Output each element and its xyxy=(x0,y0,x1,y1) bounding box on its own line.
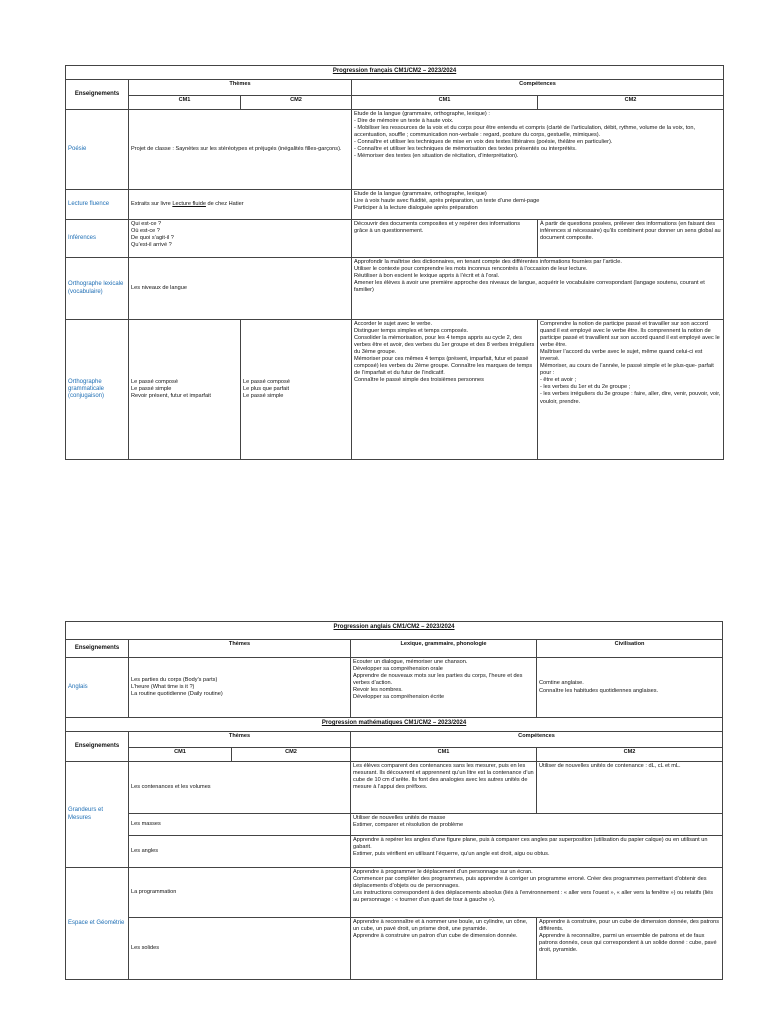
anglais-title: Progression anglais CM1/CM2 – 2023/2024 xyxy=(66,622,723,640)
label-anglais: Anglais xyxy=(66,658,129,718)
comp-line: Apprendre à programmer le déplacement d’un personnage sur un écran. xyxy=(353,868,533,875)
comp-line: - être et avoir ; xyxy=(540,377,577,384)
comp-inferences-cm1: Découvrir des documents composites et y repérer des informations grâce à un questionnement. xyxy=(352,220,538,258)
theme-lecture-post: de chez Hatier xyxy=(205,200,244,207)
maths-table xyxy=(65,717,723,980)
theme-line: Le passé composé xyxy=(131,378,178,385)
header-comp-cm2: CM2 xyxy=(538,96,724,110)
comp-ortho-gram-cm2 xyxy=(538,320,724,460)
row-solides xyxy=(66,918,723,980)
row-masses xyxy=(66,814,723,836)
theme-anglais xyxy=(129,658,351,718)
comp-line: Amener les élèves à avoir une première approche des niveaux de langue, acquérir le vocabulaire correspondant (langage soutenu, courant et familier) xyxy=(354,279,705,293)
book-title: Lecture fluide xyxy=(172,200,206,207)
theme-line: Le plus que parfait xyxy=(243,385,290,392)
theme-masses: Les masses xyxy=(129,814,351,836)
row-ortho-grammaticale xyxy=(66,320,724,460)
theme-line: Le passé simple xyxy=(131,385,172,392)
row-angles xyxy=(66,836,723,868)
theme-line: Le passé composé xyxy=(243,378,290,385)
comp-line: Apprendre de nouveaux mots sur les parties du corps, l’heure et des verbes d’action. xyxy=(353,672,523,686)
comp-line: Apprendre à construire, pour un cube de dimension donnée, des patrons différents. xyxy=(539,918,720,932)
row-ortho-lexicale xyxy=(66,258,724,320)
comp-solides-cm1 xyxy=(351,918,537,980)
comp-line: Apprendre à repérer les angles d’une figure plane, puis à comparer ces angles par superposition (utilisation du papier calque) ou en utilisant un gabarit. xyxy=(353,836,708,850)
label-ortho-grammaticale: Orthographe grammaticale (conjugaison) xyxy=(66,320,129,460)
header-enseignements: Enseignements xyxy=(66,732,129,762)
header-themes: Thèmes xyxy=(129,640,351,658)
comp-line: Connaître les habitudes quotidiennes anglaises. xyxy=(539,687,659,694)
theme-line: Revoir présent, futur et imparfait xyxy=(131,393,211,400)
comp-poesie xyxy=(352,110,724,190)
anglais-table xyxy=(65,621,723,718)
comp-ortho-gram-cm1 xyxy=(352,320,538,460)
row-programmation xyxy=(66,868,723,918)
comp-line: Etude de la langue (grammaire, orthographe, lexique) xyxy=(354,190,487,197)
comp-programmation xyxy=(351,868,723,918)
header-enseignements: Enseignements xyxy=(66,80,129,110)
theme-ortho-lexicale: Les niveaux de langue xyxy=(129,258,352,320)
theme-ortho-gram-cm1 xyxy=(129,320,241,460)
row-anglais xyxy=(66,658,723,718)
header-themes: Thèmes xyxy=(129,732,351,748)
comp-line: Développer sa compréhension orale xyxy=(353,665,443,672)
comp-line: Participer à la lecture dialoguée après préparation xyxy=(354,204,478,211)
header-themes-cm2: CM2 xyxy=(232,748,351,762)
comp-line: Comtine anglaise. xyxy=(539,680,584,687)
header-competences: Compétences xyxy=(351,732,723,748)
comp-line: - les verbes du 1er et du 2e groupe ; xyxy=(540,384,631,391)
theme-line: Qui est-ce ? xyxy=(131,220,162,227)
theme-solides: Les solides xyxy=(129,918,351,980)
header-themes-cm1: CM1 xyxy=(129,748,232,762)
theme-line: De quoi s’agit-il ? xyxy=(131,234,174,241)
header-competences: Compétences xyxy=(352,80,724,96)
lexique-anglais xyxy=(351,658,537,718)
comp-lecture xyxy=(352,190,724,220)
label-grandeurs: Grandeurs et Mesures xyxy=(66,762,129,868)
comp-masses xyxy=(351,814,723,836)
francais-table xyxy=(65,65,724,460)
comp-angles xyxy=(351,836,723,868)
comp-line: - Dire de mémoire un texte à haute voix. xyxy=(354,117,454,124)
theme-inferences xyxy=(129,220,352,258)
comp-line: - Connaître et utiliser les techniques de mémorisation des textes présentés ou interprétés. xyxy=(354,145,577,152)
comp-line: Apprendre à reconnaître et à nommer une boule, un cylindre, un cône, un cube, un pavé droit, un prisme droit, une pyramide. xyxy=(353,918,528,932)
comp-line: Estimer, puis vérifient en utilisant l’équerre, qu’un angle est droit, aigu ou obtus. xyxy=(353,850,550,857)
theme-programmation: La programmation xyxy=(129,868,351,918)
maths-title: Progression mathématiques CM1/CM2 – 2023/2024 xyxy=(66,718,723,732)
comp-contenances-cm2: Utiliser de nouvelles unités de contenance : dL, cL et mL. xyxy=(537,762,723,814)
label-ortho-lexicale: Orthographe lexicale (vocabulaire) xyxy=(66,258,129,320)
theme-angles: Les angles xyxy=(129,836,351,868)
comp-line: Etude de la langue (grammaire, orthographe, lexique) : xyxy=(354,110,490,117)
header-civilisation: Civilisation xyxy=(537,640,723,658)
francais-sheet xyxy=(65,65,723,460)
label-espace: Espace et Géométrie xyxy=(66,868,129,980)
header-themes: Thèmes xyxy=(129,80,352,96)
theme-line: La routine quotidienne (Daily routine) xyxy=(131,691,223,698)
theme-ortho-gram-cm2 xyxy=(241,320,352,460)
francais-title: Progression français CM1/CM2 – 2023/2024 xyxy=(66,66,724,80)
theme-lecture xyxy=(129,190,352,220)
theme-line: L’heure (What time is it ?) xyxy=(131,683,195,690)
theme-line: Qu’est-il arrivé ? xyxy=(131,241,172,248)
comp-line: - Connaître et utiliser les techniques de mise en voix des textes littéraires (poésie, théâtre en particulier). xyxy=(354,138,613,145)
comp-line: Connaître le passé simple des troisièmes personnes xyxy=(354,377,484,384)
comp-line: Consolider la mémorisation, pour les 4 temps appris au cycle 2, des verbes être et avoir, des verbes du 1er groupe et des 8 verbes irréguliers du 3ème groupe. xyxy=(354,334,535,355)
comp-line: Estimer, comparer et résolution de problème xyxy=(353,821,464,828)
header-themes-cm1: CM1 xyxy=(129,96,241,110)
comp-line: Mémoriser, au cours de l’année, le passé simple et le plus-que- parfait pour : xyxy=(540,363,714,377)
comp-line: Développer sa compréhension écrite xyxy=(353,693,445,700)
civilisation-anglais xyxy=(537,658,723,718)
row-inferences xyxy=(66,220,724,258)
comp-line: Maîtriser l’accord du verbe avec le sujet, même quand celui-ci est inversé. xyxy=(540,348,703,362)
comp-ortho-lexicale xyxy=(352,258,724,320)
header-lexique: Lexique, grammaire, phonologie xyxy=(351,640,537,658)
comp-line: - Mémoriser des textes (en situation de récitation, d’interprétation). xyxy=(354,153,519,160)
theme-line: Où est-ce ? xyxy=(131,227,160,234)
comp-line: Apprendre à construire un patron d’un cube de dimension donnée. xyxy=(353,932,518,939)
comp-line: Utiliser de nouvelles unités de masse xyxy=(353,814,446,821)
theme-line: Les parties du corps (Body’s parts) xyxy=(131,676,218,683)
comp-line: Commencer par compléter des programmes, puis apprendre à corriger un programme erroné. Créer des programmes permettant d’obtenir des déplacements d’objets ou de personnages. xyxy=(353,875,707,889)
comp-contenances-cm1: Les élèves comparent des contenances sans les mesurer, puis en les mesurant. Ils découvrent et apprennent qu’un litre est la contenance d’un cube de 10 cm d’arête. Ils font des analogies avec les autres unités de mesure à l’appui des préfixes. xyxy=(351,762,537,814)
header-comp-cm1: CM1 xyxy=(351,748,537,762)
label-lecture: Lecture fluence xyxy=(66,190,129,220)
comp-line: Approfondir la maîtrise des dictionnaires, en tenant compte des différentes informations fournies par l’article. xyxy=(354,258,622,265)
header-themes-cm2: CM2 xyxy=(241,96,352,110)
comp-line: Revoir les nombres. xyxy=(353,686,403,693)
comp-line: Utiliser le contexte pour comprendre les mots inconnus rencontrés à l’occasion de leur lecture. xyxy=(354,265,588,272)
comp-inferences-cm2: À partir de questions posées, prélever des informations (en faisant des inférences si nécessaire) qu’ils combinent pour donner un sens global au document composite. xyxy=(538,220,724,258)
comp-line: Mémoriser pour ces mêmes 4 temps (présent, imparfait, futur et passé composé) les verbes du 2ème groupe. Connaître les marques de temps de l’imparfait et du futur de l’indicatif. xyxy=(354,355,533,377)
comp-line: Distinguer temps simples et temps composés. xyxy=(354,327,469,334)
theme-poesie: Projet de classe : Saynètes sur les stéréotypes et préjugés (inégalités filles-garçons). xyxy=(129,110,352,190)
row-contenances xyxy=(66,762,723,814)
label-poesie: Poésie xyxy=(66,110,129,190)
comp-line: Accorder le sujet avec le verbe. xyxy=(354,320,433,327)
header-comp-cm2: CM2 xyxy=(537,748,723,762)
comp-line: Comprendre la notion de participe passé et travailler sur son accord quand il est employé avec le verbe être. Ils comprennent la notion de participe passé et travaillent sur son accord quand il est employé avec le verbe être. xyxy=(540,320,720,348)
theme-line: Le passé simple xyxy=(243,393,284,400)
anglais-maths-sheet xyxy=(65,621,723,980)
comp-line: Lire à voix haute avec fluidité, après préparation, un texte d’une demi-page xyxy=(354,197,540,204)
comp-line: - les verbes irréguliers du 3e groupe : faire, aller, dire, venir, pouvoir, voir, vouloir, prendre. xyxy=(540,391,721,405)
header-enseignements: Enseignements xyxy=(66,640,129,658)
comp-line: Réutiliser à bon escient le lexique appris à l’écrit et à l’oral. xyxy=(354,272,500,279)
row-poesie xyxy=(66,110,724,190)
header-comp-cm1: CM1 xyxy=(352,96,538,110)
comp-line: Les instructions correspondent à des déplacements absolus (liés à l’environnement : « aller vers l’ouest », « aller vers la fenêtre ») ou relatifs (liés au personnage : « tourner d’un quart de tour à gauche »). xyxy=(353,889,714,903)
comp-line: Ecouter un dialogue, mémoriser une chanson. xyxy=(353,658,468,665)
comp-line: Apprendre à reconnaître, parmi un ensemble de patrons et de faux patrons donnés, ceux qui correspondent à un solide donné : cube, pavé droit, pyramide. xyxy=(539,932,717,953)
theme-contenances: Les contenances et les volumes xyxy=(129,762,351,814)
theme-lecture-pre: Extraits sur livre xyxy=(131,200,173,207)
row-lecture xyxy=(66,190,724,220)
comp-line: - Mobiliser les ressources de la voix et du corps pour être entendu et compris (clarté de l’articulation, débit, rythme, volume de la voix, ton, accentuation, souffle ; communication non-verbale : regard, posture du corps, gestuelle, mimiques). xyxy=(354,124,696,138)
comp-solides-cm2 xyxy=(537,918,723,980)
label-inferences: Inférences xyxy=(66,220,129,258)
